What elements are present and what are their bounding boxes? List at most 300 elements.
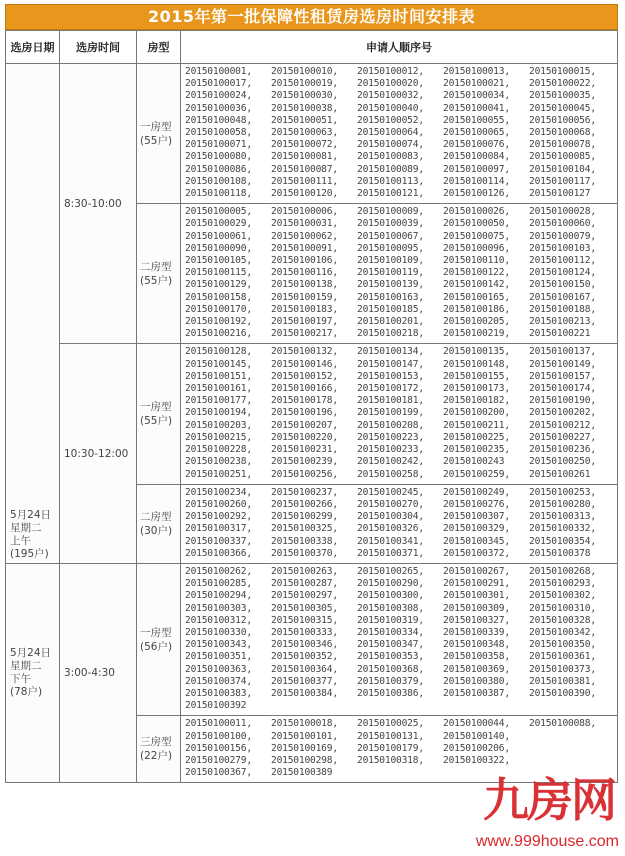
applicant-number: 20150100013, (443, 66, 510, 77)
applicant-number: 20150100352, (271, 651, 338, 663)
applicant-number: 20150100152, (271, 370, 338, 382)
applicant-number: 20150100392 (185, 700, 247, 712)
applicant-number: 20150100034, (443, 90, 510, 102)
applicant-number: 20150100353, (357, 651, 424, 663)
applicant-number: 20150100317, (185, 523, 252, 535)
applicant-number: 20150100256, (271, 468, 338, 480)
applicant-number: 20150100028, (529, 206, 596, 218)
applicant-number: 20150100009, (357, 206, 424, 218)
period-line: 下午 (10, 673, 31, 686)
numbers-cell (181, 344, 618, 484)
numbers-cell (181, 716, 618, 783)
applicant-number: 20150100156, (185, 742, 252, 754)
applicant-number: 20150100203, (185, 419, 252, 431)
room-count: (55户) (140, 274, 173, 287)
applicant-number: 20150100260, (185, 498, 252, 510)
applicant-number: 20150100021, (443, 78, 510, 90)
applicant-number: 20150100206, (443, 742, 510, 754)
applicant-number: 20150100131, (357, 730, 424, 742)
applicant-number (529, 743, 613, 755)
applicant-number: 20150100122, (443, 267, 510, 279)
applicant-number: 20150100334, (357, 626, 424, 638)
applicant-number: 20150100029, (185, 218, 252, 230)
applicant-number: 20150100150, (529, 279, 596, 291)
applicant-number: 20150100115, (185, 267, 252, 279)
applicant-number: 20150100366, (185, 547, 252, 559)
applicant-number: 20150100124, (529, 267, 596, 279)
room-type: 一房型 (140, 120, 172, 133)
applicant-number: 20150100293, (529, 578, 596, 590)
applicant-number: 20150100159, (271, 291, 338, 303)
applicant-number: 20150100178, (271, 395, 338, 407)
applicant-number: 20150100170, (185, 303, 252, 315)
applicant-number: 20150100025, (357, 718, 424, 730)
applicant-number: 20150100111, (271, 175, 338, 187)
applicant-number: 20150100227, (529, 431, 596, 443)
applicant-number: 20150100120, (271, 188, 338, 200)
applicant-number: 20150100040, (357, 102, 424, 114)
applicant-number: 20150100236, (529, 444, 596, 456)
number-grid (185, 566, 613, 712)
applicant-number: 20150100064, (357, 127, 424, 139)
applicant-number: 20150100351, (185, 651, 252, 663)
applicant-number: 20150100372, (443, 547, 510, 559)
applicant-number: 20150100080, (185, 151, 252, 163)
applicant-number: 20150100012, (357, 66, 424, 77)
header-time: 选房时间 (60, 31, 137, 64)
applicant-number: 20150100051, (271, 114, 338, 126)
table-title: 2015年第一批保障性租赁房选房时间安排表 (5, 4, 618, 30)
applicant-number: 20150100186, (443, 303, 510, 315)
applicant-number: 20150100166, (271, 383, 338, 395)
table-row (6, 344, 618, 484)
table-row (6, 64, 618, 204)
applicant-number: 20150100328, (529, 614, 596, 626)
applicant-number: 20150100233, (357, 444, 424, 456)
applicant-number: 20150100017, (185, 78, 252, 90)
applicant-number: 20150100114, (443, 175, 510, 187)
applicant-number: 20150100101, (271, 730, 338, 742)
applicant-number: 20150100041, (443, 102, 510, 114)
applicant-number: 20150100374, (185, 675, 252, 687)
applicant-number: 20150100090, (185, 242, 252, 254)
applicant-number: 20150100055, (443, 114, 510, 126)
applicant-number: 20150100369, (443, 663, 510, 675)
date-line: 5月24日 (10, 508, 52, 521)
applicant-number: 20150100108, (185, 175, 252, 187)
applicant-number: 20150100074, (357, 139, 424, 151)
time-cell: 10:30-12:00 (60, 344, 137, 563)
time-cell: 3:00-4:30 (60, 563, 137, 782)
applicant-number: 20150100358, (443, 651, 510, 663)
applicant-number: 20150100104, (529, 163, 596, 175)
applicant-number: 20150100196, (271, 407, 338, 419)
applicant-number: 20150100262, (185, 565, 252, 577)
applicant-number: 20150100238, (185, 456, 252, 468)
applicant-number: 20150100208, (357, 419, 424, 431)
applicant-number: 20150100263, (271, 565, 338, 577)
applicant-number: 20150100308, (357, 602, 424, 614)
number-grid (185, 346, 613, 480)
applicant-number: 20150100113, (357, 175, 424, 187)
applicant-number: 20150100380, (443, 675, 510, 687)
applicant-number: 20150100318, (357, 754, 424, 766)
applicant-number: 20150100261 (529, 468, 591, 480)
applicant-number: 20150100117, (529, 175, 596, 187)
applicant-number: 20150100061, (185, 230, 252, 242)
applicant-number: 20150100083, (357, 151, 424, 163)
weekday-line: 星期二 (10, 660, 42, 673)
applicant-number: 20150100381, (529, 675, 596, 687)
schedule-table (5, 30, 618, 783)
applicant-number: 20150100089, (357, 163, 424, 175)
applicant-number: 20150100342, (529, 626, 596, 638)
room-count: (55户) (140, 134, 173, 147)
applicant-number: 20150100158, (185, 291, 252, 303)
applicant-number: 20150100343, (185, 639, 252, 651)
applicant-number: 20150100303, (185, 602, 252, 614)
applicant-number: 20150100333, (271, 626, 338, 638)
applicant-number: 20150100330, (185, 626, 252, 638)
applicant-number: 20150100063, (271, 127, 338, 139)
applicant-number: 20150100201, (357, 316, 424, 328)
number-grid (185, 487, 613, 560)
applicant-number: 20150100018, (271, 718, 338, 730)
applicant-number: 20150100217, (271, 328, 338, 340)
applicant-number: 20150100079, (529, 230, 596, 242)
applicant-number: 20150100235, (443, 444, 510, 456)
applicant-number: 20150100249, (443, 486, 510, 498)
applicant-number: 20150100060, (529, 218, 596, 230)
applicant-number: 20150100386, (357, 687, 424, 699)
applicant-number: 20150100182, (443, 395, 510, 407)
applicant-number: 20150100148, (443, 358, 510, 370)
applicant-number: 20150100225, (443, 431, 510, 443)
applicant-number: 20150100202, (529, 407, 596, 419)
applicant-number: 20150100052, (357, 114, 424, 126)
applicant-number: 20150100276, (443, 498, 510, 510)
applicant-number: 20150100364, (271, 663, 338, 675)
applicant-number: 20150100062, (271, 230, 338, 242)
applicant-number: 20150100304, (357, 511, 424, 523)
applicant-number: 20150100390, (529, 687, 596, 699)
applicant-number: 20150100142, (443, 279, 510, 291)
applicant-number: 20150100105, (185, 255, 252, 267)
applicant-number: 20150100387, (443, 687, 510, 699)
applicant-number (529, 731, 613, 743)
applicant-number: 20150100139, (357, 279, 424, 291)
applicant-number: 20150100087, (271, 163, 338, 175)
applicant-number: 20150100044, (443, 718, 510, 730)
applicant-number: 20150100095, (357, 242, 424, 254)
applicant-number: 20150100056, (529, 114, 596, 126)
applicant-number: 20150100363, (185, 663, 252, 675)
applicant-number: 20150100084, (443, 151, 510, 163)
applicant-number: 20150100119, (357, 267, 424, 279)
applicant-number: 20150100287, (271, 578, 338, 590)
room-type: 一房型 (140, 401, 172, 414)
applicant-number: 20150100091, (271, 242, 338, 254)
room-type: 三房型 (140, 736, 172, 749)
applicant-number: 20150100006, (271, 206, 338, 218)
date-cell-afternoon (6, 563, 60, 782)
applicant-number: 20150100250, (529, 456, 596, 468)
applicant-number: 20150100312, (185, 614, 252, 626)
room-count: (30户) (140, 524, 173, 537)
applicant-number: 20150100173, (443, 383, 510, 395)
watermark-url: www.999house.com (475, 833, 619, 850)
applicant-number: 20150100065, (443, 127, 510, 139)
applicant-number: 20150100258, (357, 468, 424, 480)
applicant-number: 20150100067, (357, 230, 424, 242)
applicant-number: 20150100134, (357, 346, 424, 358)
time-cell: 8:30-10:00 (60, 64, 137, 344)
applicant-number: 20150100299, (271, 511, 338, 523)
applicant-number: 20150100110, (443, 255, 510, 267)
applicant-number: 20150100242, (357, 456, 424, 468)
applicant-number: 20150100153, (357, 370, 424, 382)
applicant-number: 20150100030, (271, 90, 338, 102)
applicant-number: 20150100370, (271, 547, 338, 559)
applicant-number: 20150100116, (271, 267, 338, 279)
header-numbers: 申请人顺序号 (181, 31, 618, 64)
applicant-number: 20150100024, (185, 90, 252, 102)
applicant-number: 20150100121, (357, 188, 424, 200)
applicant-number: 20150100326, (357, 523, 424, 535)
applicant-number: 20150100177, (185, 395, 252, 407)
applicant-number: 20150100011, (185, 718, 252, 730)
type-cell (137, 64, 181, 204)
applicant-number: 20150100300, (357, 590, 424, 602)
applicant-number: 20150100313, (529, 511, 596, 523)
applicant-number: 20150100085, (529, 151, 596, 163)
applicant-number: 20150100151, (185, 370, 252, 382)
applicant-number: 20150100322, (443, 754, 510, 766)
applicant-number: 20150100015, (529, 66, 596, 77)
applicant-number: 20150100231, (271, 444, 338, 456)
applicant-number: 20150100251, (185, 468, 252, 480)
type-cell (137, 563, 181, 715)
applicant-number: 20150100220, (271, 431, 338, 443)
applicant-number: 20150100078, (529, 139, 596, 151)
schedule-body (6, 64, 618, 783)
applicant-number: 20150100096, (443, 242, 510, 254)
applicant-number: 20150100373, (529, 663, 596, 675)
applicant-number (529, 755, 613, 767)
applicant-number: 20150100332, (529, 523, 596, 535)
applicant-number: 20150100048, (185, 114, 252, 126)
applicant-number: 20150100228, (185, 444, 252, 456)
applicant-number: 20150100036, (185, 102, 252, 114)
applicant-number: 20150100346, (271, 639, 338, 651)
applicant-number: 20150100307, (443, 511, 510, 523)
applicant-number: 20150100337, (185, 535, 252, 547)
applicant-number: 20150100068, (529, 127, 596, 139)
applicant-number: 20150100097, (443, 163, 510, 175)
applicant-number: 20150100167, (529, 291, 596, 303)
applicant-number: 20150100081, (271, 151, 338, 163)
applicant-number: 20150100086, (185, 163, 252, 175)
applicant-number: 20150100163, (357, 291, 424, 303)
applicant-number: 20150100157, (529, 370, 596, 382)
applicant-number: 20150100211, (443, 419, 510, 431)
applicant-number: 20150100361, (529, 651, 596, 663)
applicant-number: 20150100045, (529, 102, 596, 114)
applicant-number: 20150100325, (271, 523, 338, 535)
applicant-number: 20150100265, (357, 565, 424, 577)
watermark-logo: 九房网 (483, 773, 615, 827)
applicant-number: 20150100266, (271, 498, 338, 510)
applicant-number: 20150100280, (529, 498, 596, 510)
applicant-number: 20150100165, (443, 291, 510, 303)
applicant-number: 20150100305, (271, 602, 338, 614)
applicant-number: 20150100298, (271, 754, 338, 766)
applicant-number: 20150100377, (271, 675, 338, 687)
applicant-number: 20150100207, (271, 419, 338, 431)
applicant-number: 20150100058, (185, 127, 252, 139)
applicant-number: 20150100149, (529, 358, 596, 370)
applicant-number: 20150100367, (185, 767, 252, 779)
applicant-number: 20150100213, (529, 316, 596, 328)
applicant-number: 20150100140, (443, 730, 510, 742)
applicant-number: 20150100192, (185, 316, 252, 328)
header-type: 房型 (137, 31, 181, 64)
applicant-number: 20150100100, (185, 730, 252, 742)
applicant-number: 20150100197, (271, 316, 338, 328)
applicant-number: 20150100146, (271, 358, 338, 370)
applicant-number: 20150100103, (529, 242, 596, 254)
applicant-number: 20150100285, (185, 578, 252, 590)
applicant-number: 20150100200, (443, 407, 510, 419)
applicant-number: 20150100190, (529, 395, 596, 407)
applicant-number: 20150100253, (529, 486, 596, 498)
number-grid (185, 718, 613, 779)
applicant-number: 20150100338, (271, 535, 338, 547)
applicant-number: 20150100350, (529, 639, 596, 651)
applicant-number: 20150100183, (271, 303, 338, 315)
numbers-cell (181, 64, 618, 204)
applicant-number: 20150100215, (185, 431, 252, 443)
applicant-number: 20150100010, (271, 66, 338, 77)
applicant-number: 20150100378 (529, 547, 591, 559)
applicant-number: 20150100212, (529, 419, 596, 431)
applicant-number: 20150100172, (357, 383, 424, 395)
applicant-number: 20150100072, (271, 139, 338, 151)
applicant-number: 20150100020, (357, 78, 424, 90)
applicant-number: 20150100384, (271, 687, 338, 699)
weekday-line: 星期二 (10, 521, 42, 534)
applicant-number: 20150100259, (443, 468, 510, 480)
applicant-number: 20150100001, (185, 66, 252, 77)
applicant-number: 20150100239, (271, 456, 338, 468)
applicant-number: 20150100339, (443, 626, 510, 638)
applicant-number: 20150100106, (271, 255, 338, 267)
applicant-number: 20150100188, (529, 303, 596, 315)
room-count: (56户) (140, 640, 173, 653)
room-type: 二房型 (140, 260, 172, 273)
applicant-number: 20150100234, (185, 486, 252, 498)
applicant-number: 20150100237, (271, 486, 338, 498)
applicant-number: 20150100302, (529, 590, 596, 602)
applicant-number: 20150100147, (357, 358, 424, 370)
applicant-number: 20150100199, (357, 407, 424, 419)
applicant-number: 20150100371, (357, 547, 424, 559)
applicant-number: 20150100327, (443, 614, 510, 626)
applicant-number: 20150100290, (357, 578, 424, 590)
applicant-number: 20150100181, (357, 395, 424, 407)
applicant-number: 20150100379, (357, 675, 424, 687)
room-type: 二房型 (140, 510, 172, 523)
type-cell (137, 204, 181, 344)
applicant-number: 20150100112, (529, 255, 596, 267)
applicant-number: 20150100118, (185, 188, 252, 200)
household-count: (195户) (10, 547, 49, 560)
applicant-number: 20150100319, (357, 614, 424, 626)
applicant-number: 20150100135, (443, 346, 510, 358)
applicant-number: 20150100292, (185, 511, 252, 523)
applicant-number: 20150100270, (357, 498, 424, 510)
applicant-number: 20150100005, (185, 206, 252, 218)
applicant-number: 20150100347, (357, 639, 424, 651)
type-cell (137, 716, 181, 783)
applicant-number: 20150100329, (443, 523, 510, 535)
applicant-number: 20150100216, (185, 328, 252, 340)
applicant-number: 20150100291, (443, 578, 510, 590)
applicant-number: 20150100128, (185, 346, 252, 358)
applicant-number: 20150100026, (443, 206, 510, 218)
room-count: (22户) (140, 750, 173, 763)
applicant-number: 20150100038, (271, 102, 338, 114)
applicant-number: 20150100137, (529, 346, 596, 358)
applicant-number: 20150100032, (357, 90, 424, 102)
applicant-number: 20150100075, (443, 230, 510, 242)
applicant-number: 20150100297, (271, 590, 338, 602)
date-cell-morning (6, 64, 60, 564)
applicant-number: 20150100174, (529, 383, 596, 395)
applicant-number: 20150100243 (443, 456, 505, 468)
applicant-number: 20150100205, (443, 316, 510, 328)
applicant-number: 20150100035, (529, 90, 596, 102)
applicant-number: 20150100221 (529, 328, 591, 340)
applicant-number: 20150100185, (357, 303, 424, 315)
applicant-number: 20150100050, (443, 218, 510, 230)
applicant-number: 20150100088, (529, 718, 596, 730)
applicant-number: 20150100019, (271, 78, 338, 90)
applicant-number: 20150100267, (443, 565, 510, 577)
type-cell (137, 484, 181, 563)
applicant-number: 20150100245, (357, 486, 424, 498)
applicant-number: 20150100022, (529, 78, 596, 90)
date-line: 5月24日 (10, 647, 52, 660)
applicant-number: 20150100132, (271, 346, 338, 358)
applicant-number: 20150100219, (443, 328, 510, 340)
applicant-number: 20150100031, (271, 218, 338, 230)
applicant-number: 20150100354, (529, 535, 596, 547)
numbers-cell (181, 484, 618, 563)
applicant-number: 20150100294, (185, 590, 252, 602)
number-grid (185, 206, 613, 340)
numbers-cell (181, 563, 618, 715)
header-row (6, 31, 618, 64)
watermark (448, 772, 623, 852)
applicant-number: 20150100348, (443, 639, 510, 651)
applicant-number: 20150100155, (443, 370, 510, 382)
applicant-number: 20150100279, (185, 754, 252, 766)
table-row (6, 563, 618, 715)
applicant-number: 20150100126, (443, 188, 510, 200)
applicant-number: 20150100389 (271, 767, 333, 779)
applicant-number: 20150100368, (357, 663, 424, 675)
